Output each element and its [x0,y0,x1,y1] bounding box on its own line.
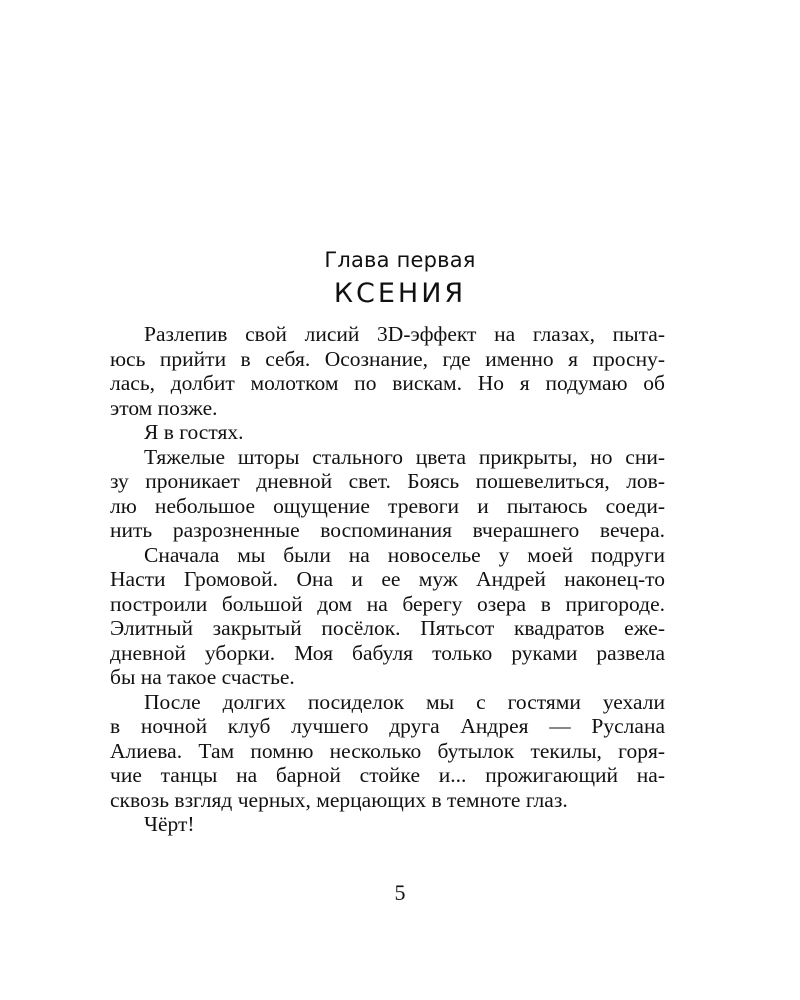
text-line: Элитный закрытый посёлок. Пятьсот квадратов еже- [110,616,665,640]
paragraph [110,543,665,690]
text-line: нить разрозненные воспоминания вчерашнего вечера. [110,518,665,542]
text-line: юсь прийти в себя. Осознание, где именно я просну- [110,346,665,371]
text-line: Сначала мы были на новоселье у моей подруги [144,542,665,567]
paragraph [110,322,665,420]
chapter-label: Глава первая [324,248,476,272]
text-line: Чёрт! [144,812,195,836]
text-line: в ночной клуб лучшего друга Андрея — Руслана [110,714,665,738]
text-line: лась, долбит молотком по вискам. Но я подумаю об [110,371,665,395]
text-line: Разлепив свой лисий 3D-эффект на глазах, пыта- [144,322,665,346]
text-line: Тяжелые шторы стального цвета прикрыты, но сни- [144,444,665,469]
page-number: 5 [394,880,406,905]
text-line: Насти Громовой. Она и ее муж Андрей наконец-то [110,567,665,591]
text-line: построили большой дом на берегу озера в пригороде. [110,591,665,616]
text-line: чие танцы на барной стойке и... прожигающий на- [110,763,665,787]
paragraph [110,420,665,445]
body-text [110,322,665,837]
text-line: лю небольшое ощущение тревоги и пытаюсь соеди- [110,493,665,518]
text-line: дневной уборки. Моя бабуля только руками развела [110,640,665,665]
text-line: После долгих посиделок мы с гостями уехали [144,689,665,714]
text-line: зу проникает дневной свет. Боясь пошевелиться, лов- [110,469,665,493]
paragraph [110,812,665,837]
text-line: Я в гостях. [144,420,244,444]
text-line: сквозь взгляд черных, мерцающих в темноте глаз. [110,787,568,812]
chapter-title: КСЕНИЯ [333,278,467,309]
text-line: этом позже. [110,395,218,420]
paragraph [110,690,665,813]
text-line: Алиева. Там помню несколько бутылок текилы, горя- [110,738,665,763]
paragraph [110,445,665,543]
text-line: бы на такое счастье. [110,665,295,689]
